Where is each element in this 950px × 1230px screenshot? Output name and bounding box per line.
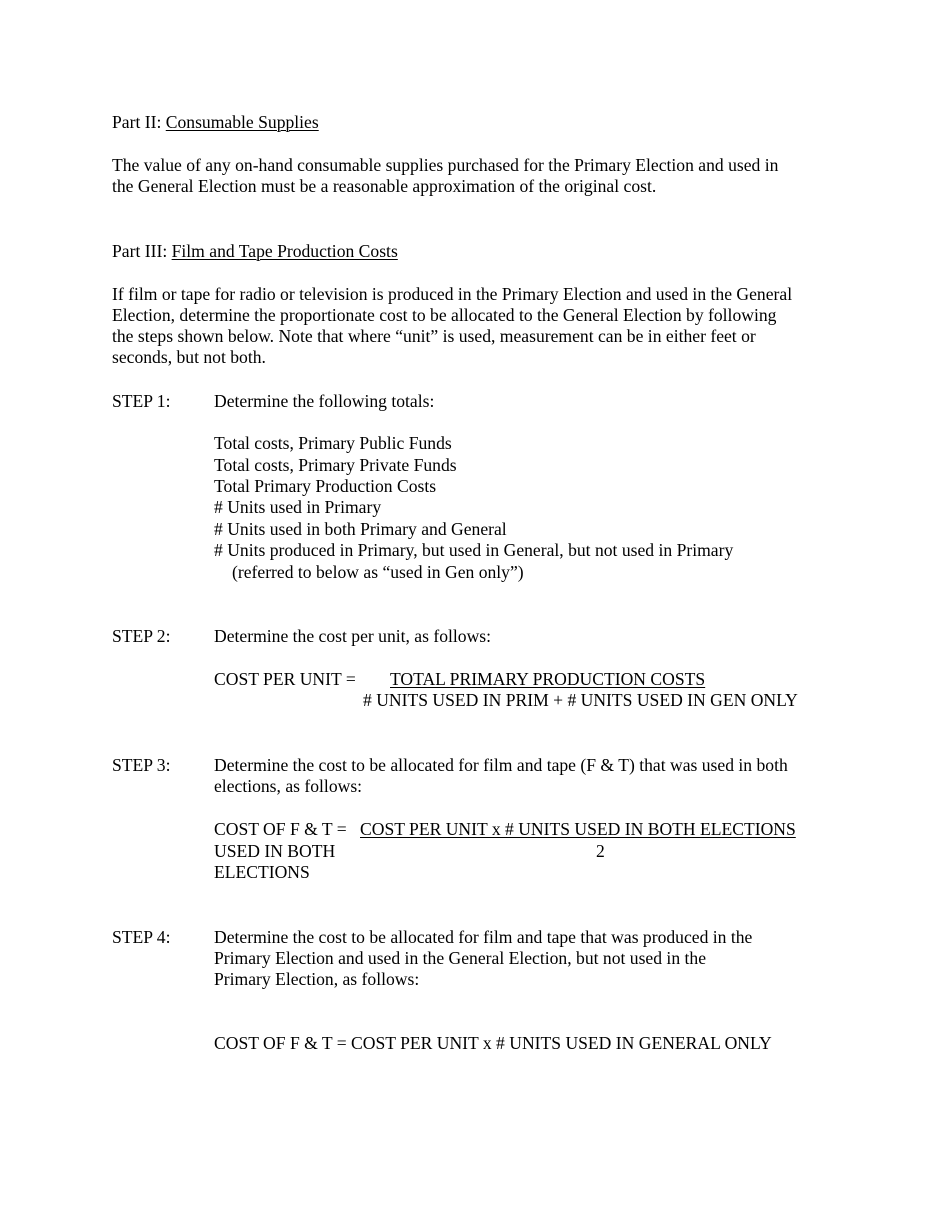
step1-item: # Units used in both Primary and General [214,519,507,539]
part3-heading [112,241,398,262]
step3-label: STEP 3: [112,755,171,775]
part2-body-line: The value of any on-hand consumable supplies purchased for the Primary Election and used in [112,155,779,175]
part3-prefix: Part III: [112,241,172,261]
part3-body-line: seconds, but not both. [112,347,266,367]
step2-denominator: # UNITS USED IN PRIM + # UNITS USED IN GEN ONLY [363,690,798,710]
step3-formula-lhs: COST OF F & T = [214,819,347,839]
step1-label: STEP 1: [112,391,171,411]
part3-body-line: the steps shown below. Note that where “unit” is used, measurement can be in either feet or [112,326,756,346]
step1-note: (referred to below as “used in Gen only”) [232,562,524,582]
step2-numerator: TOTAL PRIMARY PRODUCTION COSTS [390,669,706,689]
part2-body-line: the General Election must be a reasonable approximation of the original cost. [112,176,657,196]
part3-body-line: If film or tape for radio or television is produced in the Primary Election and used in the General [112,284,793,304]
step2-intro: Determine the cost per unit, as follows: [214,626,492,646]
step3-formula-lhs: USED IN BOTH [214,841,336,861]
part3-title: Film and Tape Production Costs [171,241,398,261]
part2-prefix: Part II: [112,112,166,132]
step4-intro-line: Primary Election, as follows: [214,969,420,989]
step4-formula: COST OF F & T = COST PER UNIT x # UNITS USED IN GENERAL ONLY [214,1033,772,1053]
step1-item: Total Primary Production Costs [214,476,437,496]
step1-item: Total costs, Primary Public Funds [214,433,452,453]
step3-intro-line: elections, as follows: [214,776,363,796]
step1-item: # Units used in Primary [214,497,382,517]
step4-intro-line: Primary Election and used in the General Election, but not used in the [214,948,707,968]
step1-item: Total costs, Primary Private Funds [214,455,457,475]
part2-title: Consumable Supplies [165,112,319,132]
step1-item: # Units produced in Primary, but used in General, but not used in Primary [214,540,734,560]
step4-label: STEP 4: [112,927,171,947]
step2-formula-lhs: COST PER UNIT = [214,669,356,689]
step4-intro-line: Determine the cost to be allocated for film and tape that was produced in the [214,927,753,947]
part2-heading [112,112,319,133]
step1-intro: Determine the following totals: [214,391,435,411]
step3-formula-lhs: ELECTIONS [214,862,310,882]
step3-denominator: 2 [596,841,605,861]
step2-label: STEP 2: [112,626,171,646]
step3-intro-line: Determine the cost to be allocated for film and tape (F & T) that was used in both [214,755,788,775]
step3-numerator: COST PER UNIT x # UNITS USED IN BOTH ELECTIONS [360,819,796,839]
part3-body-line: Election, determine the proportionate cost to be allocated to the General Election by following [112,305,777,325]
